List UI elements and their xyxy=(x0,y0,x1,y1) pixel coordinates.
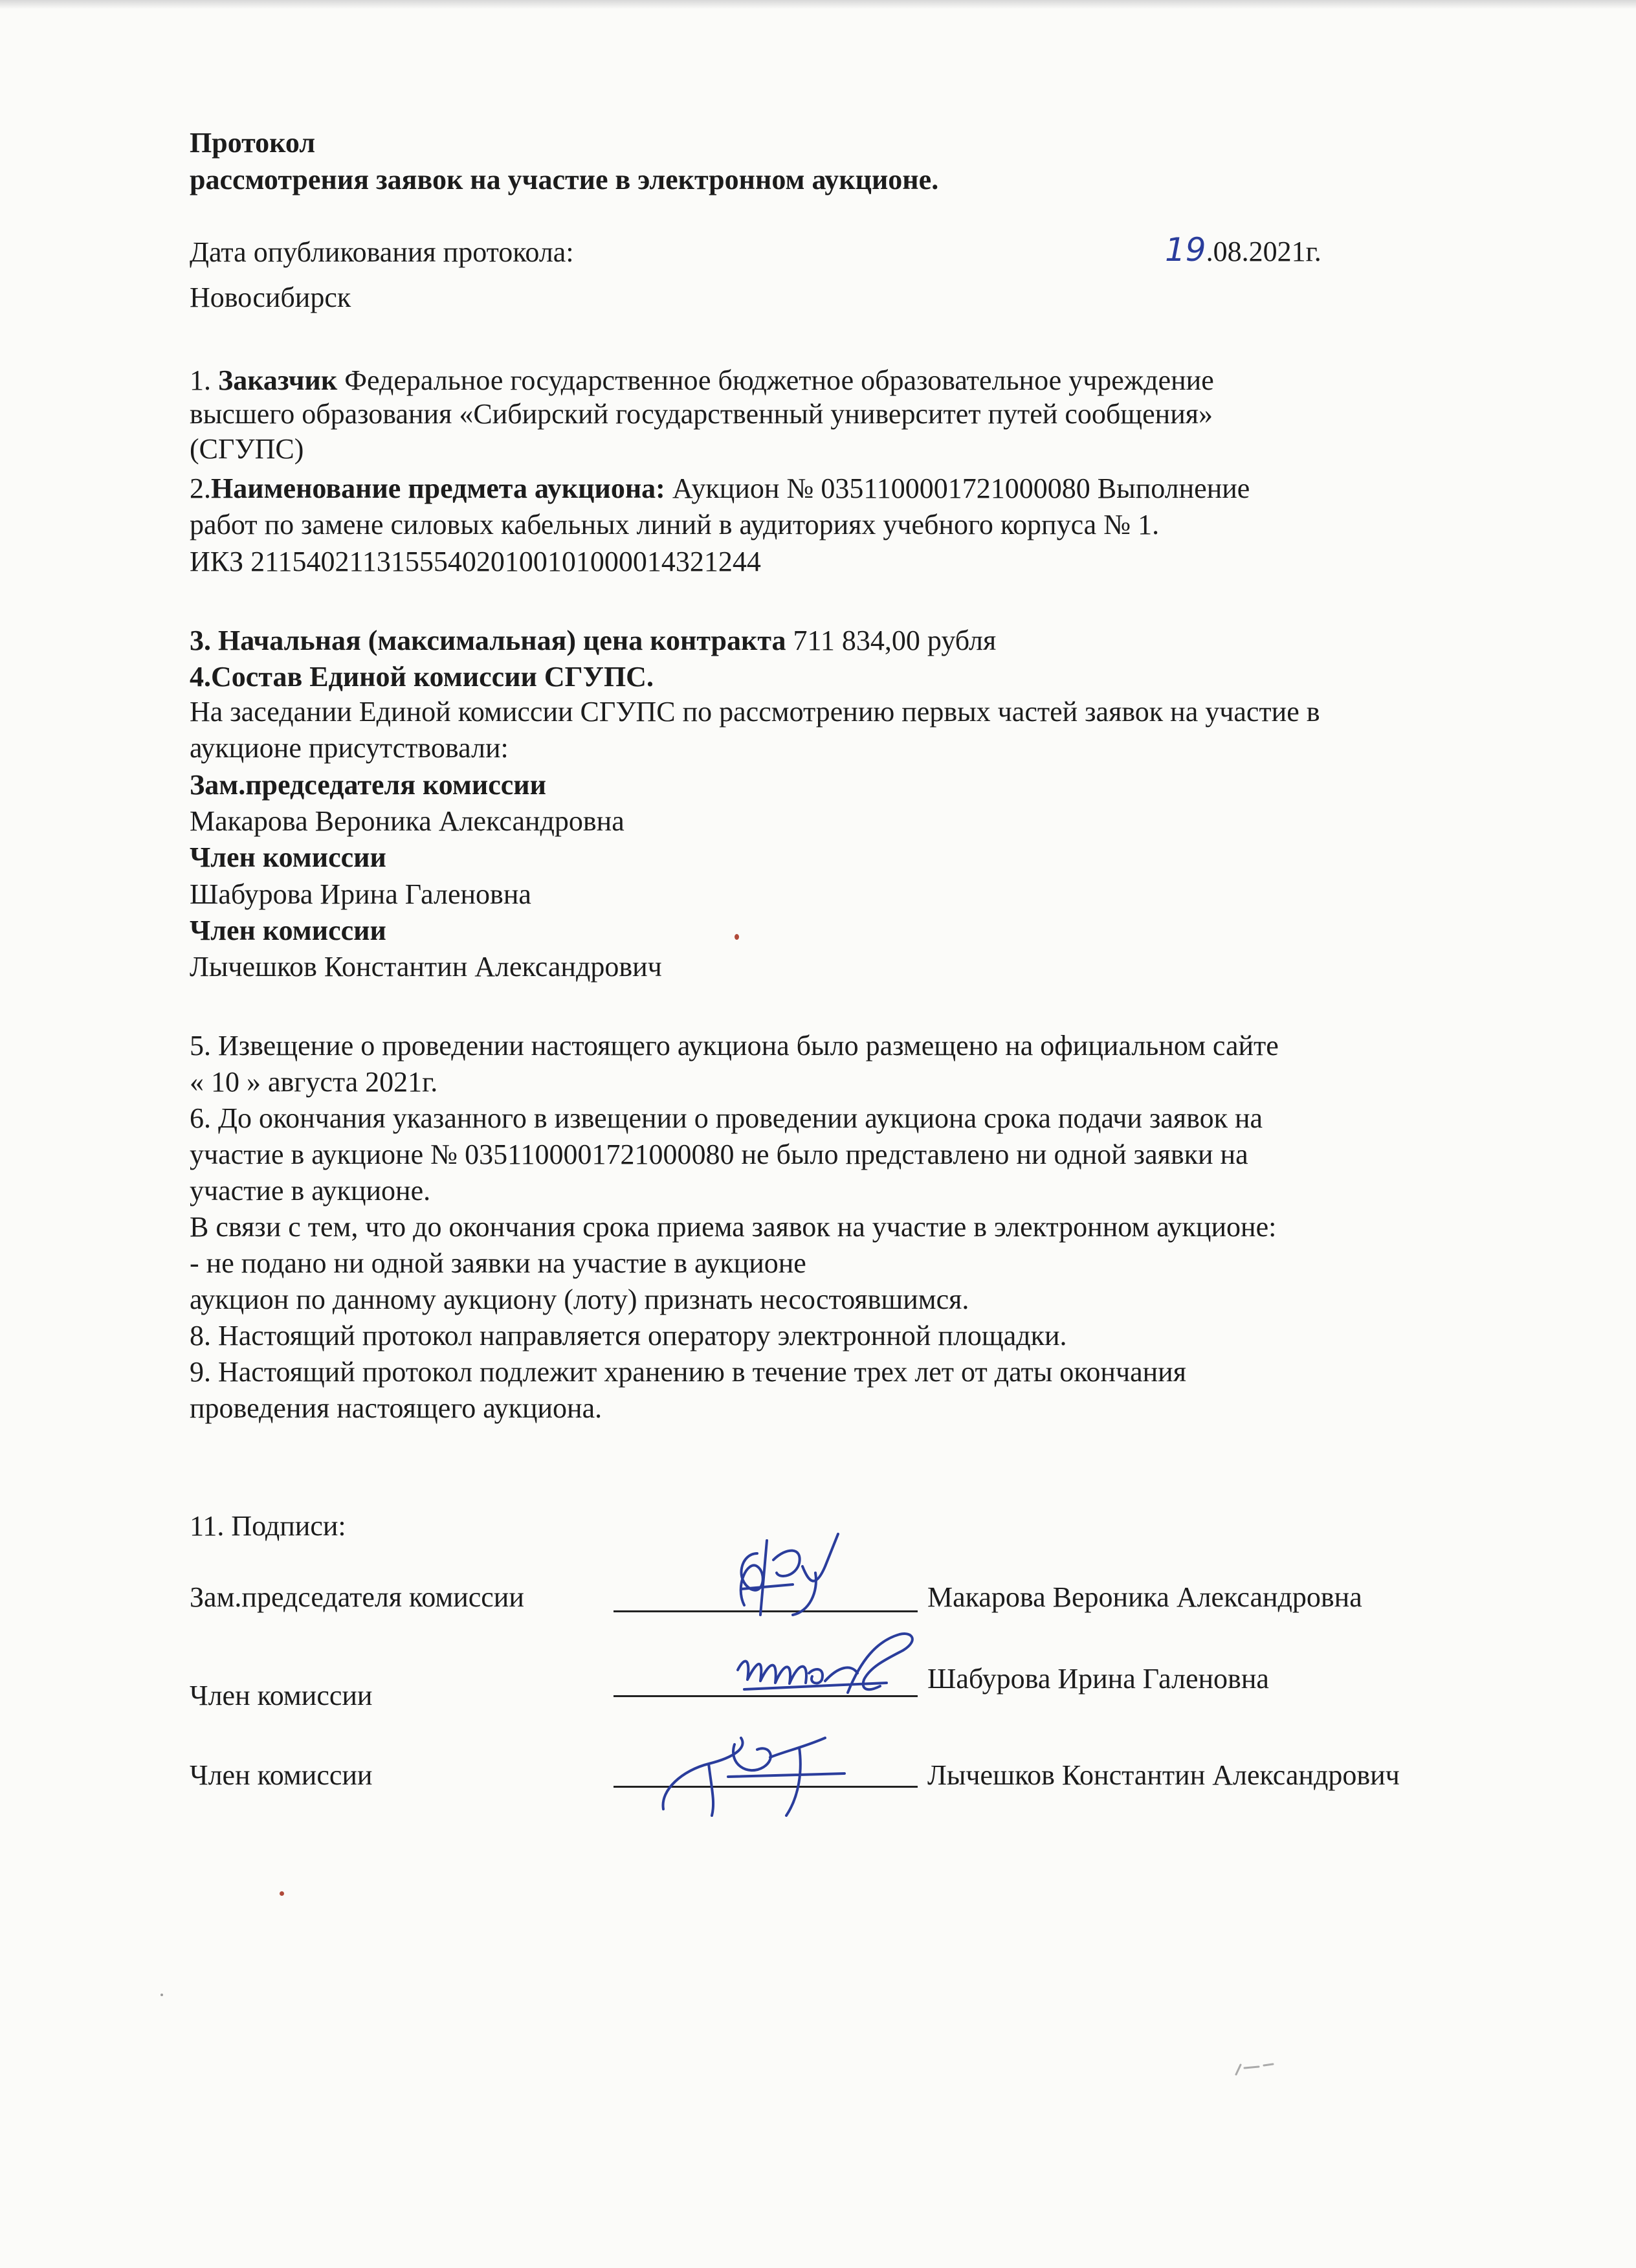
subject-line-2: работ по замене силовых кабельных линий в аудиториях учебного корпуса № 1. xyxy=(190,509,1160,540)
result-line-6: аукцион по данному аукциону (лоту) признать несостоявшимся. xyxy=(190,1284,969,1315)
member-name: Макарова Вероника Александровна xyxy=(190,805,625,837)
city: Новосибирск xyxy=(190,282,351,313)
date-rest: .08.2021г. xyxy=(1206,236,1321,267)
member-role: Член комиссии xyxy=(190,915,386,946)
scan-speck xyxy=(160,1994,163,1996)
result-line-4: В связи с тем, что до окончания срока приема заявок на участие в электронном аукционе: xyxy=(190,1211,1277,1243)
scan-top-edge xyxy=(0,0,1636,9)
price-label: 3. Начальная (максимальная) цена контракта xyxy=(190,625,786,656)
result-line-5: - не подано ни одной заявки на участие в аукционе xyxy=(190,1247,806,1279)
price-value: 711 834,00 рубля xyxy=(786,625,997,656)
signature-shaburova xyxy=(718,1621,932,1712)
signature-role: Член комиссии xyxy=(190,1759,373,1791)
signature-role: Член комиссии xyxy=(190,1680,373,1711)
signatures-heading: 11. Подписи: xyxy=(190,1510,346,1542)
customer-line-2: высшего образования «Сибирский государственный университет путей сообщения» xyxy=(190,398,1213,430)
doc-subtitle: рассмотрения заявок на участие в электронном аукционе. xyxy=(190,164,939,195)
result-line-1: 6. До окончания указанного в извещении о проведении аукциона срока подачи заявок на xyxy=(190,1102,1263,1134)
commission-heading: 4.Состав Единой комиссии СГУПС. xyxy=(190,661,654,693)
result-line-2: участие в аукционе № 0351100001721000080 не было представлено ни одной заявки на xyxy=(190,1139,1248,1170)
subject-line-1: 2.Наименование предмета аукциона: Аукцион № 0351100001721000080 Выполнение xyxy=(190,472,1250,504)
commission-intro-1: На заседании Единой комиссии СГУПС по рассмотрению первых частей заявок на участие в xyxy=(190,696,1320,728)
signer-name: Шабурова Ирина Галеновна xyxy=(927,1663,1269,1695)
operator-note: 8. Настоящий протокол направляется оператору электронной площадки. xyxy=(190,1320,1067,1351)
commission-intro-2: аукционе присутствовали: xyxy=(190,732,509,764)
member-name: Шабурова Ирина Галеновна xyxy=(190,878,531,910)
customer-label: Заказчик xyxy=(218,364,338,396)
scan-speck xyxy=(735,934,739,940)
initial-price xyxy=(190,623,996,659)
notice-line-1: 5. Извещение о проведении настоящего аукциона было размещено на официальном сайте xyxy=(190,1030,1279,1062)
scan-mark xyxy=(1233,2055,1285,2081)
member-name: Лычешков Константин Александрович xyxy=(190,951,662,983)
handwritten-day: 19 xyxy=(1165,231,1206,269)
subject-label: Наименование предмета аукциона: xyxy=(211,472,665,504)
storage-line-1: 9. Настоящий протокол подлежит хранению в течение трех лет от даты окончания xyxy=(190,1356,1186,1388)
ikz-code: ИКЗ 211540211315554020100101000014321244 xyxy=(190,546,761,577)
publish-date xyxy=(1165,232,1321,270)
result-line-3: участие в аукционе. xyxy=(190,1175,431,1206)
storage-line-2: проведения настоящего аукциона. xyxy=(190,1392,602,1424)
doc-title: Протокол xyxy=(190,127,316,159)
signer-name: Макарова Вероника Александровна xyxy=(927,1581,1362,1613)
customer-line-1: 1. Заказчик Федеральное государственное бюджетное образовательное учреждение xyxy=(190,364,1214,396)
customer-line-3: (СГУПС) xyxy=(190,433,304,465)
member-role: Член комиссии xyxy=(190,841,386,873)
signature-role: Зам.председателя комиссии xyxy=(190,1581,524,1613)
scan-speck xyxy=(280,1891,284,1896)
signature-makarova xyxy=(696,1528,870,1625)
notice-line-2: « 10 » августа 2021г. xyxy=(190,1066,438,1098)
date-label: Дата опубликования протокола: xyxy=(190,236,574,268)
member-role: Зам.председателя комиссии xyxy=(190,769,547,801)
signature-lychechkov xyxy=(650,1718,857,1822)
signer-name: Лычешков Константин Александрович xyxy=(927,1759,1400,1791)
